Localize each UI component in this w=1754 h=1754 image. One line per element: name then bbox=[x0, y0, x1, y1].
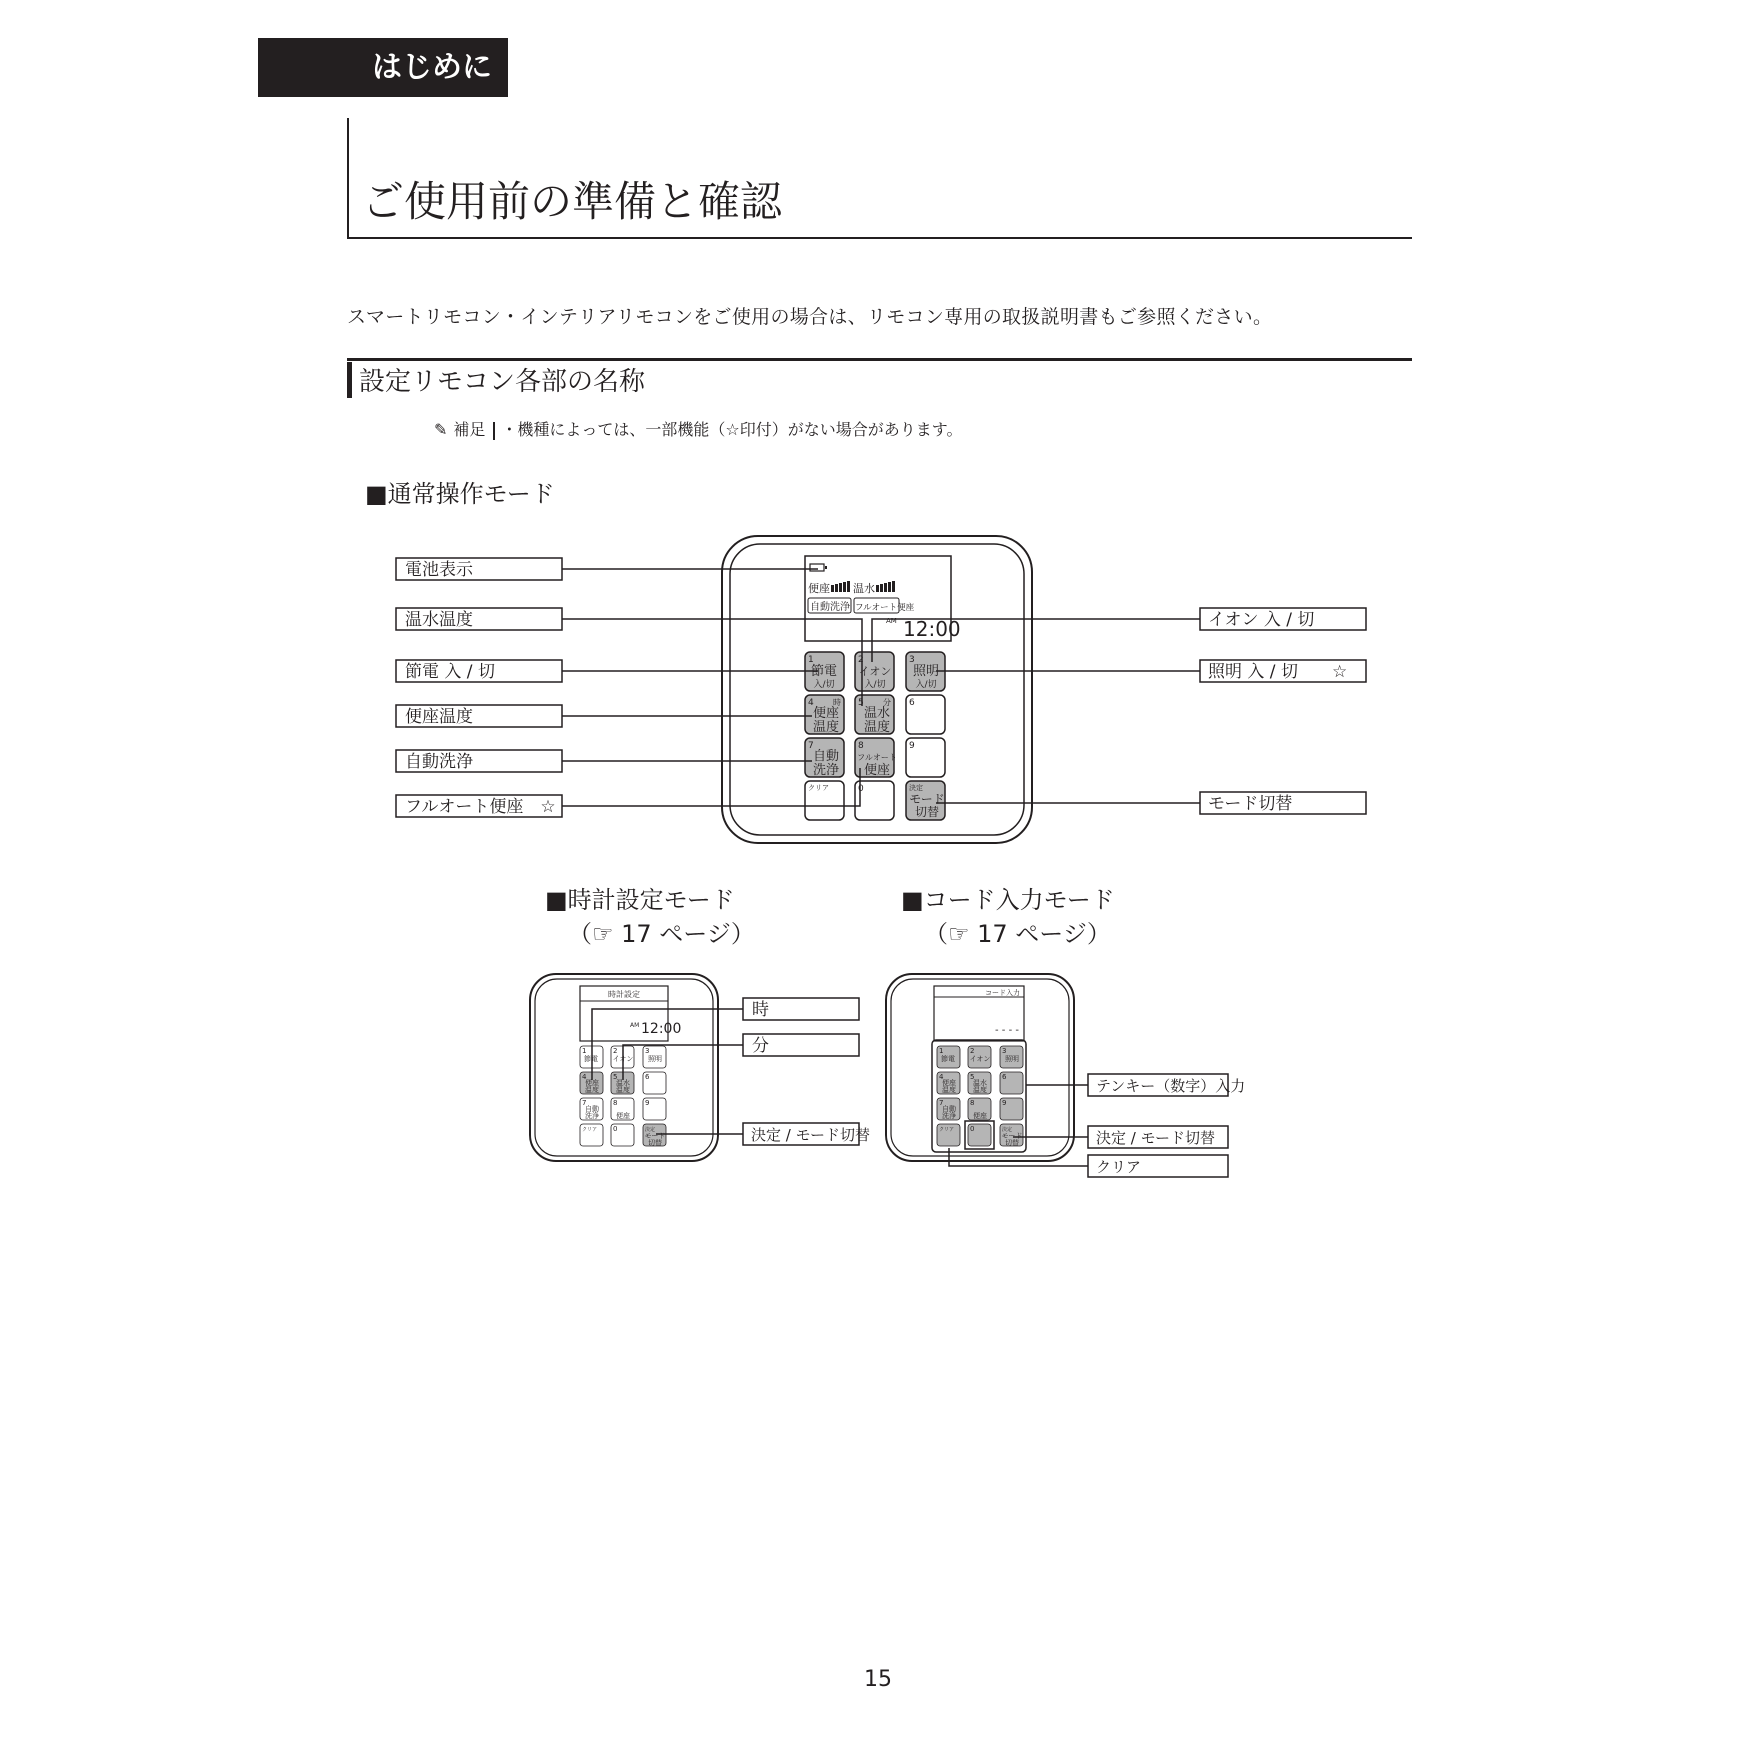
normal-labels-left bbox=[396, 558, 562, 817]
key-enter-mode[interactable] bbox=[906, 781, 945, 820]
svg-text:- - - -: - - - - bbox=[995, 1025, 1019, 1036]
svg-text:自動: 自動 bbox=[942, 1105, 956, 1113]
svg-text:7: 7 bbox=[582, 1099, 587, 1107]
svg-text:温水: 温水 bbox=[616, 1079, 630, 1087]
svg-text:便座温度: 便座温度 bbox=[405, 707, 473, 727]
svg-text:5: 5 bbox=[970, 1073, 975, 1081]
svg-text:フルオート: フルオート bbox=[857, 753, 897, 762]
svg-text:イオン: イオン bbox=[612, 1055, 634, 1063]
svg-text:5: 5 bbox=[858, 698, 864, 708]
svg-text:節電: 節電 bbox=[584, 1055, 598, 1063]
svg-text:自動洗浄: 自動洗浄 bbox=[810, 602, 850, 613]
svg-text:テンキー（数字）入力: テンキー（数字）入力 bbox=[1096, 1077, 1246, 1095]
key-4[interactable] bbox=[805, 695, 844, 735]
svg-text:クリア: クリア bbox=[939, 1127, 955, 1133]
svg-text:クリア: クリア bbox=[582, 1127, 598, 1133]
svg-text:自動洗浄: 自動洗浄 bbox=[405, 752, 473, 772]
svg-text:8: 8 bbox=[613, 1099, 618, 1107]
svg-text:自動: 自動 bbox=[812, 749, 840, 764]
svg-text:自動: 自動 bbox=[585, 1105, 599, 1113]
svg-text:1: 1 bbox=[808, 655, 814, 665]
svg-text:節電: 節電 bbox=[941, 1055, 955, 1063]
svg-text:決定 / モード切替: 決定 / モード切替 bbox=[751, 1126, 870, 1144]
svg-text:便座: 便座 bbox=[863, 763, 891, 778]
svg-text:12:00: 12:00 bbox=[903, 617, 961, 641]
svg-text:12:00: 12:00 bbox=[641, 1021, 682, 1037]
svg-text:節電: 節電 bbox=[810, 664, 838, 679]
key-7[interactable] bbox=[805, 738, 844, 778]
svg-text:温度: 温度 bbox=[863, 720, 891, 735]
code-mode-ref: （☞ 17 ページ） bbox=[924, 920, 1111, 948]
svg-text:モード: モード bbox=[909, 792, 945, 806]
svg-text:切替: 切替 bbox=[648, 1139, 662, 1147]
svg-text:切替: 切替 bbox=[914, 805, 940, 819]
normal-remote bbox=[722, 536, 1032, 843]
svg-text:AM: AM bbox=[630, 1022, 640, 1029]
svg-text:モード: モード bbox=[1001, 1132, 1023, 1140]
svg-text:7: 7 bbox=[939, 1099, 944, 1107]
svg-text:温度: 温度 bbox=[585, 1086, 599, 1094]
svg-text:6: 6 bbox=[645, 1073, 650, 1081]
svg-text:便座: 便座 bbox=[585, 1079, 599, 1087]
svg-text:温度: 温度 bbox=[616, 1086, 630, 1094]
svg-text:決定: 決定 bbox=[909, 784, 923, 792]
page-number: 15 bbox=[864, 1667, 892, 1692]
svg-text:AM: AM bbox=[886, 617, 897, 625]
svg-text:洗浄: 洗浄 bbox=[585, 1112, 599, 1120]
svg-text:分: 分 bbox=[883, 698, 891, 707]
svg-text:モード切替: モード切替 bbox=[1208, 794, 1293, 814]
svg-text:時: 時 bbox=[833, 698, 841, 707]
intro-text: スマートリモコン・インテリアリモコンをご使用の場合は、リモコン専用の取扱説明書もご参照ください。 bbox=[347, 306, 1273, 328]
key-6[interactable] bbox=[906, 695, 945, 734]
pencil-icon: ✎ bbox=[434, 420, 448, 439]
svg-text:2: 2 bbox=[613, 1047, 618, 1055]
svg-text:7: 7 bbox=[808, 741, 814, 751]
svg-text:温水: 温水 bbox=[863, 706, 891, 721]
svg-text:0: 0 bbox=[613, 1125, 618, 1133]
page-title: ご使用前の準備と確認 bbox=[362, 177, 783, 226]
svg-text:6: 6 bbox=[909, 698, 915, 708]
code-mode-heading: ■コード入力モード bbox=[901, 886, 1115, 914]
svg-text:1: 1 bbox=[582, 1047, 587, 1055]
svg-text:照明: 照明 bbox=[912, 664, 940, 679]
svg-text:フルオート便座: フルオート便座 bbox=[855, 603, 915, 613]
svg-text:8: 8 bbox=[858, 741, 864, 751]
key-0[interactable] bbox=[855, 781, 894, 820]
svg-text:クリア: クリア bbox=[1096, 1158, 1142, 1176]
svg-text:切替: 切替 bbox=[1005, 1139, 1019, 1147]
normal-mode-heading: ■通常操作モード bbox=[365, 480, 555, 508]
svg-text:温水: 温水 bbox=[973, 1079, 987, 1087]
svg-text:モード: モード bbox=[644, 1132, 666, 1140]
clock-mode-heading: ■時計設定モード bbox=[545, 886, 735, 914]
svg-text:9: 9 bbox=[645, 1099, 650, 1107]
normal-labels-right bbox=[1200, 608, 1366, 814]
svg-text:照明: 照明 bbox=[648, 1055, 662, 1063]
svg-text:便座: 便座 bbox=[812, 706, 840, 721]
svg-text:イオン: イオン bbox=[858, 665, 892, 678]
svg-text:入/切: 入/切 bbox=[915, 680, 937, 690]
svg-text:クリア: クリア bbox=[808, 784, 829, 792]
svg-text:照明: 照明 bbox=[1005, 1055, 1019, 1063]
svg-text:4: 4 bbox=[939, 1073, 944, 1081]
svg-text:入/切: 入/切 bbox=[864, 680, 886, 690]
svg-text:照明 入 / 切 ☆: 照明 入 / 切 ☆ bbox=[1208, 662, 1348, 682]
key-5[interactable] bbox=[855, 695, 894, 735]
svg-text:4: 4 bbox=[808, 698, 814, 708]
svg-text:5: 5 bbox=[613, 1073, 618, 1081]
svg-text:8: 8 bbox=[970, 1099, 975, 1107]
svg-text:洗浄: 洗浄 bbox=[942, 1112, 956, 1120]
svg-text:4: 4 bbox=[582, 1073, 587, 1081]
svg-text:6: 6 bbox=[1002, 1073, 1007, 1081]
svg-text:節電 入 / 切: 節電 入 / 切 bbox=[405, 662, 495, 682]
clock-mode-ref: （☞ 17 ページ） bbox=[568, 920, 755, 948]
key-8[interactable] bbox=[855, 738, 897, 778]
svg-text:温度: 温度 bbox=[973, 1086, 987, 1094]
svg-text:3: 3 bbox=[909, 655, 915, 665]
svg-text:1: 1 bbox=[939, 1047, 944, 1055]
svg-text:温度: 温度 bbox=[812, 720, 840, 735]
code-remote bbox=[886, 974, 1245, 1177]
svg-text:分: 分 bbox=[752, 1036, 769, 1056]
key-2[interactable] bbox=[855, 652, 894, 691]
svg-text:便座: 便座 bbox=[942, 1079, 956, 1087]
svg-text:2: 2 bbox=[858, 655, 864, 665]
svg-text:イオン 入 / 切: イオン 入 / 切 bbox=[1208, 610, 1315, 630]
svg-text:便座: 便座 bbox=[616, 1112, 630, 1120]
svg-text:3: 3 bbox=[645, 1047, 650, 1055]
svg-text:便座: 便座 bbox=[973, 1112, 987, 1120]
supplement-text: ・機種によっては、一部機能（☆印付）がない場合があります。 bbox=[501, 420, 963, 439]
svg-text:温水温度: 温水温度 bbox=[405, 610, 473, 630]
svg-text:9: 9 bbox=[1002, 1099, 1007, 1107]
section-title: 設定リモコン各部の名称 bbox=[359, 367, 646, 397]
chapter-tab: はじめに bbox=[258, 38, 508, 97]
svg-text:イオン: イオン bbox=[969, 1055, 991, 1063]
svg-text:温度: 温度 bbox=[942, 1086, 956, 1094]
svg-text:決定: 決定 bbox=[1002, 1127, 1013, 1133]
svg-text:便座: 便座 bbox=[808, 582, 830, 595]
svg-text:2: 2 bbox=[970, 1047, 975, 1055]
svg-text:決定 / モード切替: 決定 / モード切替 bbox=[1096, 1129, 1215, 1147]
key-clear[interactable] bbox=[805, 781, 844, 820]
supplement-label: 補足 bbox=[453, 420, 486, 439]
svg-text:0: 0 bbox=[970, 1125, 975, 1133]
svg-text:入/切: 入/切 bbox=[813, 680, 835, 690]
svg-text:決定: 決定 bbox=[645, 1127, 656, 1133]
svg-text:電池表示: 電池表示 bbox=[405, 560, 473, 580]
key-9[interactable] bbox=[906, 738, 945, 777]
svg-text:時: 時 bbox=[752, 1000, 769, 1020]
svg-text:時計設定: 時計設定 bbox=[608, 990, 640, 999]
svg-text:フルオート便座 ☆: フルオート便座 ☆ bbox=[405, 797, 556, 817]
svg-text:コード入力: コード入力 bbox=[985, 989, 1020, 997]
svg-text:洗浄: 洗浄 bbox=[812, 763, 840, 778]
svg-text:温水: 温水 bbox=[853, 582, 875, 595]
svg-text:0: 0 bbox=[858, 784, 864, 794]
svg-text:9: 9 bbox=[909, 741, 915, 751]
clock-remote bbox=[530, 974, 870, 1161]
svg-text:3: 3 bbox=[1002, 1047, 1007, 1055]
